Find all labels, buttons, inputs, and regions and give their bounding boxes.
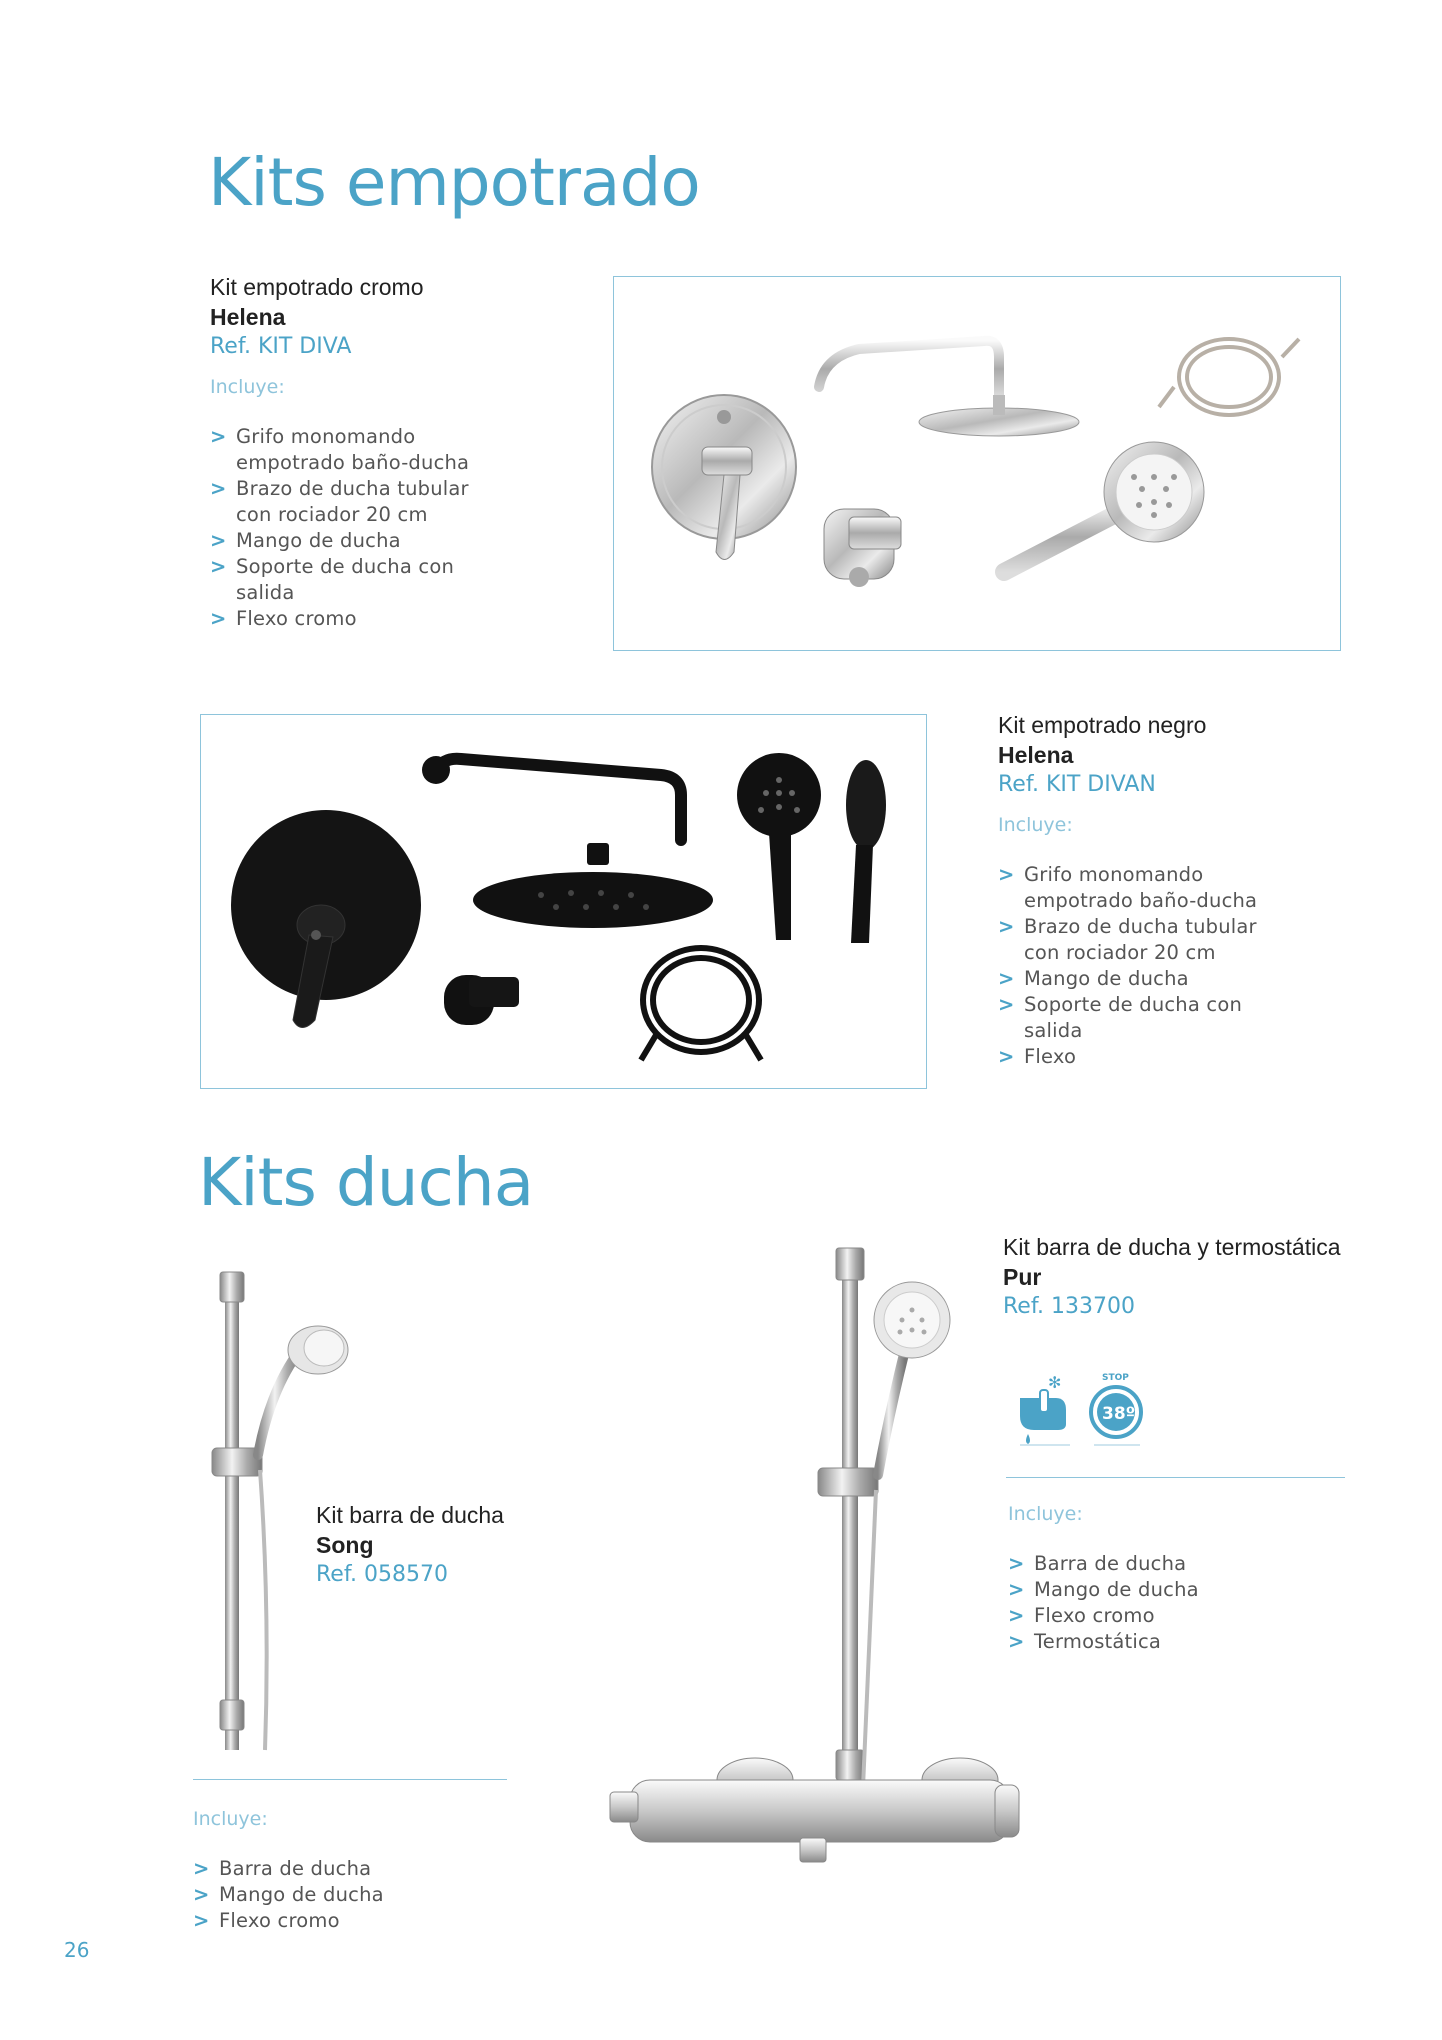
kit2-name: Helena (998, 742, 1074, 768)
kit3-feature: > Mango de ducha (193, 1883, 384, 1906)
kit2-incluye: Incluye: (998, 814, 1073, 836)
kit4-includes (1008, 1503, 1338, 1655)
mixer-plate-icon (652, 395, 796, 560)
kit4-divider (1006, 1477, 1345, 1478)
kit3-info (316, 1500, 576, 1590)
arrow-icon: > (998, 915, 1015, 938)
kit1-title: Kit empotrado cromo (210, 274, 424, 300)
kit4-feature: > Barra de ducha (1008, 1552, 1187, 1575)
kit3-feature: > Barra de ducha (193, 1857, 372, 1880)
kit2-feature: > Mango de ducha (998, 967, 1189, 990)
kit2-feature: > Brazo de ducha tubular con rociador 20 cm (998, 915, 1257, 964)
svg-text:STOP: STOP (1102, 1373, 1129, 1383)
kit3-feature: > Flexo cromo (193, 1909, 340, 1932)
kit4-feature-list (1008, 1551, 1338, 1655)
temperature-stop-badge-icon (1091, 1373, 1141, 1446)
kit1-info (210, 272, 510, 632)
kit1-feature: > Mango de ducha (210, 529, 401, 552)
arrow-icon: > (210, 607, 227, 630)
kit4-title: Kit barra de ducha y termostática (1003, 1234, 1341, 1260)
kit2-feature: > Soporte de ducha con salida (998, 993, 1243, 1042)
kit3-title: Kit barra de ducha (316, 1502, 504, 1528)
black-hand-shower-side-icon (846, 760, 886, 943)
kit1-ref: Ref. KIT DIVA (210, 334, 352, 359)
kit1-incluye: Incluye: (210, 376, 285, 398)
arrow-icon: > (210, 555, 227, 578)
arrow-icon: > (210, 529, 227, 552)
kit2-product-image (200, 714, 927, 1089)
kit4-feature: > Termostática (1008, 1630, 1162, 1653)
kit2-ref: Ref. KIT DIVAN (998, 772, 1156, 797)
arrow-icon: > (1008, 1578, 1025, 1601)
arrow-icon: > (998, 1045, 1015, 1068)
kit2-feature: > Flexo (998, 1045, 1077, 1068)
kit1-name: Helena (210, 304, 286, 330)
arrow-icon: > (193, 1909, 210, 1932)
kit1-feature-list (210, 424, 500, 632)
arrow-icon: > (998, 967, 1015, 990)
kit4-incluye: Incluye: (1008, 1503, 1083, 1525)
kit2-feature: > Grifo monomando empotrado baño-ducha (998, 863, 1258, 912)
page-number: 26 (64, 1938, 90, 1962)
kit1-feature: > Flexo cromo (210, 607, 357, 630)
kit1-feature: > Soporte de ducha con salida (210, 555, 455, 604)
kit3-name: Song (316, 1532, 374, 1558)
kit4-badges (1014, 1368, 1154, 1450)
svg-text:38º: 38º (1102, 1404, 1136, 1424)
kit1-product-illustration (614, 277, 1339, 649)
arrow-icon: > (1008, 1552, 1025, 1575)
arrow-icon: > (998, 863, 1015, 886)
kit2-product-illustration (201, 715, 925, 1087)
black-mixer-plate-icon (231, 810, 421, 1028)
arrow-icon: > (1008, 1604, 1025, 1627)
kit3-incluye: Incluye: (193, 1808, 268, 1830)
kit4-ref: Ref. 133700 (1003, 1294, 1135, 1319)
arrow-icon: > (998, 993, 1015, 1016)
kit1-product-image (613, 276, 1341, 651)
kit1-feature: > Grifo monomando empotrado baño-ducha (210, 425, 470, 474)
kit2-info (998, 710, 1338, 1070)
arrow-icon: > (193, 1883, 210, 1906)
hose-coil-icon (1159, 339, 1299, 415)
kit4-feature: > Mango de ducha (1008, 1578, 1199, 1601)
black-shower-arm-icon (422, 756, 681, 840)
kit4-name: Pur (1003, 1264, 1042, 1290)
kit3-feature-list (193, 1856, 513, 1934)
section-heading-kits-ducha: Kits ducha (198, 1144, 534, 1221)
kit4-info (1003, 1232, 1403, 1322)
section-heading-kits-empotrado: Kits empotrado (208, 144, 700, 221)
kit3-ref: Ref. 058570 (316, 1562, 448, 1587)
arrow-icon: > (210, 477, 227, 500)
kit1-feature: > Brazo de ducha tubular con rociador 20 cm (210, 477, 469, 526)
kit4-feature: > Flexo cromo (1008, 1604, 1155, 1627)
arrow-icon: > (210, 425, 227, 448)
kit4-shower-set-image (600, 1240, 1030, 1880)
kit3-includes (193, 1808, 513, 1934)
svg-text:✻: ✻ (1048, 1373, 1062, 1392)
kit4-feature-badges-icon (1014, 1368, 1154, 1450)
arrow-icon: > (193, 1857, 210, 1880)
kit2-title: Kit empotrado negro (998, 712, 1207, 738)
cold-water-badge-icon (1020, 1373, 1070, 1446)
black-hand-shower-front-icon (737, 753, 821, 940)
wall-holder-icon (824, 509, 901, 587)
black-hose-icon (641, 948, 761, 1060)
arrow-icon: > (1008, 1630, 1025, 1653)
hand-shower-icon (1004, 442, 1204, 572)
black-wall-holder-icon (444, 975, 519, 1025)
shower-arm-icon (819, 341, 1079, 436)
black-rain-head-icon (473, 843, 713, 928)
kit2-feature-list (998, 862, 1298, 1070)
kit3-divider (193, 1779, 507, 1780)
